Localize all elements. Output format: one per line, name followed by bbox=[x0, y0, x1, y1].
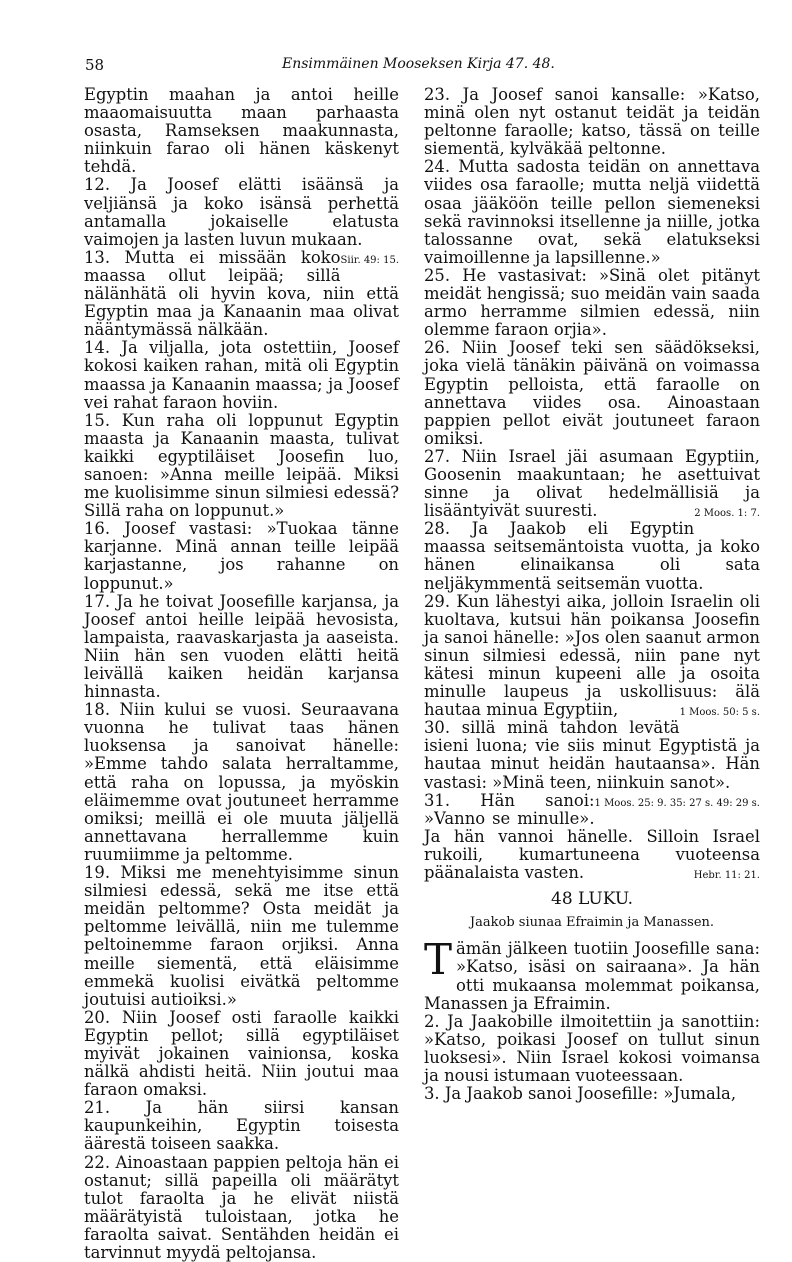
verse-paragraph bbox=[84, 412, 399, 521]
verse-text: 31. Hän sanoi: »Vanno se minulle». Ja hän vannoi hänelle. Silloin Israel rukoili, kumartuneena vuoteensa päänalaista vasten. bbox=[424, 790, 760, 883]
verse-paragraph bbox=[84, 175, 399, 266]
cross-reference: 1 Moos. 25: 9. 35: 27 s. 49: 29 s. bbox=[594, 797, 760, 809]
verse-text: 18. Niin kului se vuosi. Seuraavana vuonna he tulivat taas hänen luoksensa ja sanoivat hänelle: »Emme tahdo salata herraltamme, että raha on lopussa, ja myöskin eläimemme ovat joutuneet herramme omiksi; meillä ei ole muuta jäljellä annettavana herrallemme kuin ruumiimme ja peltomme. bbox=[84, 700, 399, 864]
verse-paragraph bbox=[84, 1099, 399, 1153]
verse-paragraph bbox=[424, 86, 760, 158]
running-title: Ensimmäinen Mooseksen Kirja 47. 48. bbox=[282, 56, 555, 72]
page-header bbox=[0, 48, 792, 78]
verse-text: 21. Ja hän siirsi kansan kaupunkeihin, Egyptin toisesta äärestä toiseen saakka. bbox=[84, 1098, 399, 1154]
verse-text: Egyptin maahan ja antoi heille maaomaisuutta maan parhaasta osasta, Ramseksen maakunnasta, niinkuin farao oli hänen käskenyt tehdä. bbox=[84, 85, 399, 177]
verse-text: 16. Joosef vastasi: »Tuokaa tänne karjanne. Minä annan teille leipää karjastanne, jos rahanne on loppunut.» bbox=[84, 519, 399, 593]
verse-paragraph bbox=[424, 158, 760, 267]
verse-text: 29. Kun lähestyi aika, jolloin Israelin oli kuoltava, kutsui hän poikansa Joosefin ja sanoi hänelle: »Jos olen saanut armon sinun silmiesi edessä, niin pane nyt kätesi minun kupeeni alle ja osoita minulle laupeus ja uskollisuus: älä hautaa minua Egyptiin, bbox=[424, 591, 760, 720]
right-column bbox=[424, 86, 760, 1103]
verse-text: 20. Niin Joosef osti faraolle kaikki Egyptin pellot; sillä egyptiläiset myivät jokainen vainionsa, koska nälkä ahdisti heitä. Niin joutui maa faraon omaksi. bbox=[84, 1007, 399, 1100]
cross-reference: 1 Moos. 50: 5 s. bbox=[679, 707, 760, 719]
chapter-subtitle: Jaakob siunaa Efraimin ja Manassen. bbox=[469, 915, 715, 931]
verse-text: 2. Ja Jaakobille ilmoitettiin ja sanottiin: »Katso, poikasi Joosef on tullut sinun luoksesi». Niin Israel kokosi voimansa ja nousi istumaan vuoteessaan. bbox=[424, 1011, 760, 1085]
verse-paragraph bbox=[84, 520, 399, 592]
drop-cap: T bbox=[424, 935, 453, 985]
verse-paragraph bbox=[424, 718, 760, 809]
verse-paragraph bbox=[424, 448, 760, 520]
verse-text: 22. Ainoastaan pappien peltoja hän ei ostanut; sillä papeilla oli määrätyt tulot faraolta ja he elivät niistä määrätyistä tuloistaan, jotka he faraolta saivat. Sentähden heidän ei tarvinnut myydä peltojansa. bbox=[84, 1152, 399, 1262]
verse-paragraph bbox=[424, 267, 760, 339]
cross-reference: Hebr. 11: 21. bbox=[693, 870, 760, 882]
verse-paragraph bbox=[424, 339, 760, 448]
verse-paragraph bbox=[84, 864, 399, 1009]
verse-text: 3. Ja Jaakob sanoi Joosefille: »Jumala, bbox=[424, 1084, 737, 1104]
verse-text: 26. Niin Joosef teki sen säädökseksi, joka vielä tänäkin päivänä on voimassa Egyptin pelloista, että faraolle on annettava viides osa. Ainoastaan pappien pellot eivät joutuneet faraon omiksi. bbox=[424, 338, 760, 448]
verse-text: 27. Niin Israel jäi asumaan Egyptiin, Goosenin maakuntaan; he asettuivat sinne ja olivat hedelmällisiä ja lisääntyivät suuresti. bbox=[424, 446, 760, 521]
verse-paragraph bbox=[84, 339, 399, 411]
first-paragraph-text: ämän jälkeen tuotiin Joosefille sana: »Katso, isäsi on sairaana». Ja hän otti mukaansa molemmat poikansa, Manassen ja Efraimin. bbox=[424, 939, 760, 1013]
verse-text: 30. sillä minä tahdon levätä isieni luona; vie siis minut Egyptistä ja hautaa minut heidän hautaansa». Hän vastasi: »Minä teen, niinkuin sanot». bbox=[424, 718, 760, 792]
verse-paragraph bbox=[84, 1154, 399, 1262]
verse-text: 23. Ja Joosef sanoi kansalle: »Katso, minä olen nyt ostanut teidät ja teidän peltonne faraolle; katso, tässä on teille siementä, kylväkää peltonne. bbox=[424, 85, 760, 159]
chapter-first-paragraph bbox=[424, 935, 760, 1013]
page-number: 58 bbox=[85, 56, 105, 74]
verse-paragraph bbox=[424, 520, 760, 592]
cross-reference: Siir. 49: 15. bbox=[340, 254, 399, 266]
verse-paragraph bbox=[424, 1085, 760, 1103]
verse-text: 19. Miksi me menehtyisimme sinun silmiesi edessä, sekä me itse että meidän peltomme? Osta meidät ja peltomme leivällä, niin me tulemme peltoinemme faraon orjiksi. Anna meille siementä, että eläisimme emmekä kuolisi eivätkä peltomme joutuisi autioiksi.» bbox=[84, 863, 399, 1009]
right-column-verses bbox=[424, 86, 760, 882]
verse-paragraph bbox=[424, 1013, 760, 1085]
verse-paragraph bbox=[84, 593, 399, 702]
left-column bbox=[84, 86, 399, 1262]
chapter-title: 48 LUKU. bbox=[551, 889, 633, 910]
verse-text: 28. Ja Jaakob eli Egyptin maassa seitsemäntoista vuotta, ja koko hänen elinaikansa oli sata neljäkymmentä seitsemän vuotta. bbox=[424, 519, 760, 593]
verse-text: 25. He vastasivat: »Sinä olet pitänyt meidät hengissä; suo meidän vain saada armo herramme silmien edessä, niin olemme faraon orjia». bbox=[424, 265, 760, 340]
verse-paragraph bbox=[84, 1009, 399, 1099]
verse-paragraph bbox=[84, 86, 399, 176]
verse-text: 17. Ja he toivat Joosefille karjansa, ja Joosef antoi heille leipää hevosista, lampaista, raavaskarjasta ja aaseista. Niin hän sen vuoden elätti heitä leivällä kaiken heidän karjansa hinnasta. bbox=[84, 591, 399, 702]
cross-reference: 2 Moos. 1: 7. bbox=[694, 508, 760, 520]
verse-text: 24. Mutta sadosta teidän on annettava viides osa faraolle; mutta neljä viidettä osaa jääköön teille pellon siemeneksi sekä ravinnoksi itsellenne ja niille, jotka talossanne ovat, sekä elatukseksi vaimoillenne ja lapsillenne.» bbox=[424, 157, 760, 267]
verse-paragraph bbox=[84, 701, 399, 864]
verse-text: 14. Ja viljalla, jota ostettiin, Joosef kokosi kaiken rahan, mitä oli Egyptin maassa ja Kanaanin maassa; ja Joosef vei rahat faraon hoviin. bbox=[84, 338, 399, 412]
verse-text: 15. Kun raha oli loppunut Egyptin maasta ja Kanaanin maasta, tulivat kaikki egyptiläiset Joosefin luo, sanoen: »Anna meille leipää. Miksi me kuolisimme sinun silmiesi edessä? Sillä raha on loppunut.» bbox=[84, 410, 399, 521]
verse-paragraph bbox=[424, 593, 760, 720]
verse-text: 12. Ja Joosef elätti isäänsä ja veljiänsä ja koko isänsä perhettä antamalla jokaiselle elatusta vaimojen ja lasten luvun mukaan. bbox=[84, 175, 399, 249]
right-column-verses-after bbox=[424, 1013, 760, 1103]
verse-text: 13. Mutta ei missään koko maassa ollut leipää; sillä nälänhätä oli hyvin kova, niin että Egyptin maa ja Kanaanin maa olivat nääntymässä nälkään. bbox=[84, 247, 399, 340]
